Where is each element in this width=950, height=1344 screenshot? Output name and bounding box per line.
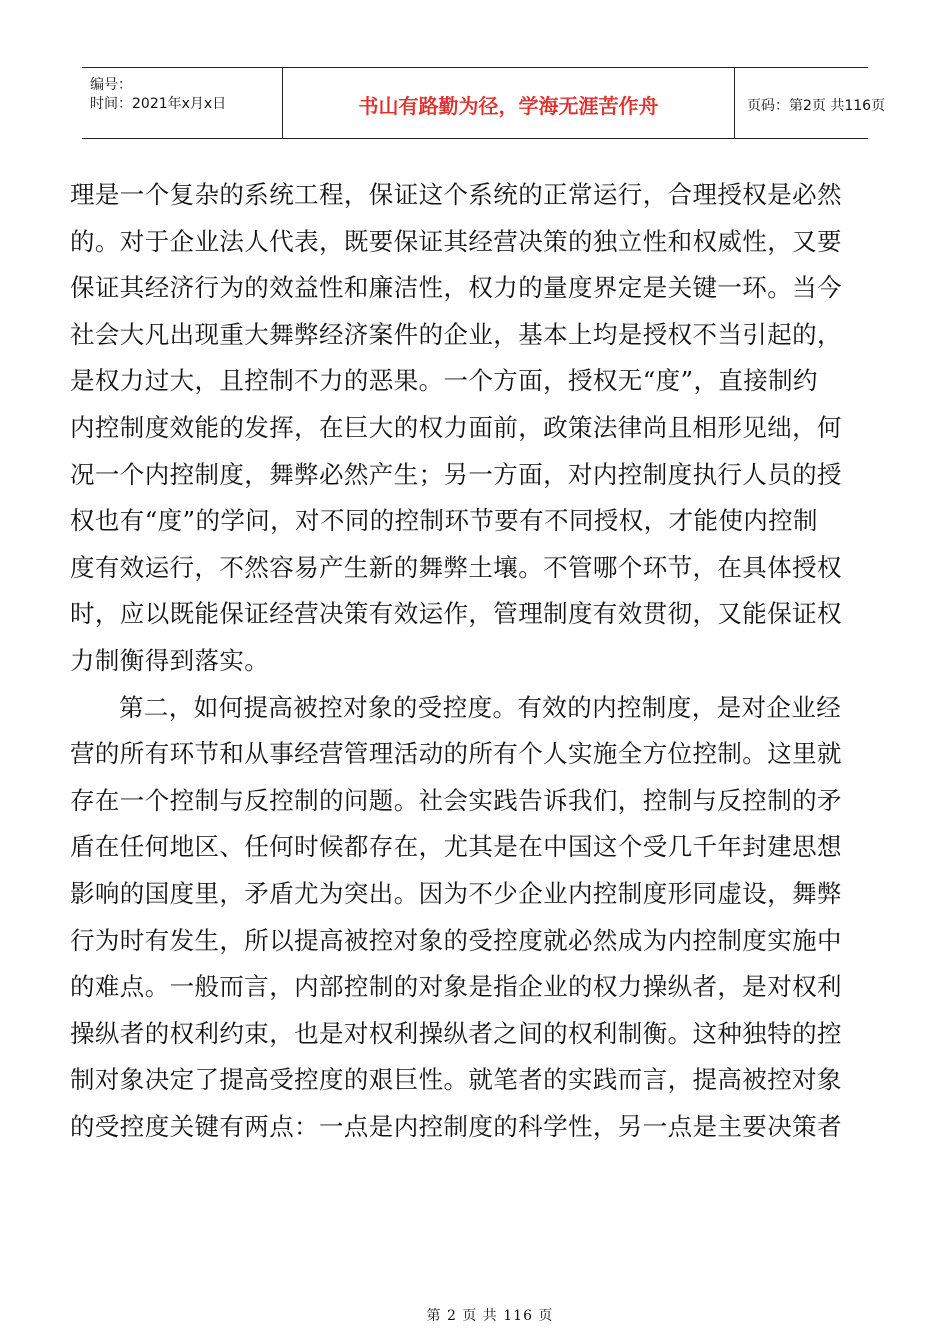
page-footer: 第 2 页 共 116 页	[426, 1308, 554, 1324]
text-line: 的。对于企业法人代表，既要保证其经营决策的独立性和权威性，又要	[70, 226, 842, 256]
header-motto-cell	[282, 68, 735, 138]
text-line: 时，应以既能保证经营决策有效运作，管理制度有效贯彻，又能保证权	[70, 599, 842, 629]
text-line: 况一个内控制度，舞弊必然产生；另一方面，对内控制度执行人员的授	[70, 459, 842, 489]
text-line: 理是一个复杂的系统工程，保证这个系统的正常运行，合理授权是必然	[70, 180, 842, 209]
text-line: 营的所有环节和从事经营管理活动的所有个人实施全方位控制。这里就	[70, 739, 842, 769]
page-header	[82, 67, 886, 139]
text-line: 内控制度效能的发挥，在巨大的权力面前，政策法律尚且相形见绌，何	[70, 412, 842, 442]
header-page-cell	[735, 68, 886, 138]
text-line: 盾在任何地区、任何时候都存在，尤其是在中国这个受几千年封建思想	[70, 832, 842, 862]
text-line: 的受控度关键有两点：一点是内控制度的科学性，另一点是主要决策者	[70, 1111, 842, 1141]
text-line: 权也有“度”的学问，对不同的控制环节要有不同授权，才能使内控制	[70, 506, 818, 536]
text-line: 行为时有发生，所以提高被控对象的受控度就必然成为内控制度实施中	[70, 925, 842, 955]
header-meta-cell	[82, 68, 282, 138]
text-line: 力制衡得到落实。	[70, 645, 270, 675]
text-line: 是权力过大，且控制不力的恶果。一个方面，授权无“度”，直接制约	[70, 366, 818, 396]
text-line: 社会大凡出现重大舞弊经济案件的企业，基本上均是授权不当引起的，	[70, 319, 842, 349]
text-line: 影响的国度里，矛盾尤为突出。因为不少企业内控制度形同虚设，舞弊	[70, 878, 842, 908]
document-body	[70, 172, 882, 1150]
document-number-label: 编号：	[90, 77, 132, 93]
header-page-info: 页码：第2页 共116页	[747, 98, 886, 114]
text-line: 存在一个控制与反控制的问题。社会实践告诉我们，控制与反控制的矛	[70, 785, 842, 815]
text-line: 保证其经济行为的效益性和廉洁性，权力的量度界定是关键一环。当今	[70, 273, 842, 303]
paragraph-first-line: 第二，如何提高被控对象的受控度。有效的内控制度，是对企业经	[119, 692, 842, 722]
header-motto: 书山有路勤为径，学海无涯苦作舟	[358, 94, 659, 118]
text-line: 的难点。一般而言，内部控制的对象是指企业的权力操纵者，是对权利	[70, 972, 842, 1002]
text-line: 操纵者的权利约束，也是对权利操纵者之间的权利制衡。这种独特的控	[70, 1018, 842, 1048]
document-date-label: 时间：2021年x月x日	[90, 96, 227, 112]
text-line: 制对象决定了提高受控度的艰巨性。就笔者的实践而言，提高被控对象	[70, 1065, 842, 1095]
text-line: 度有效运行，不然容易产生新的舞弊土壤。不管哪个环节，在具体授权	[70, 552, 842, 582]
